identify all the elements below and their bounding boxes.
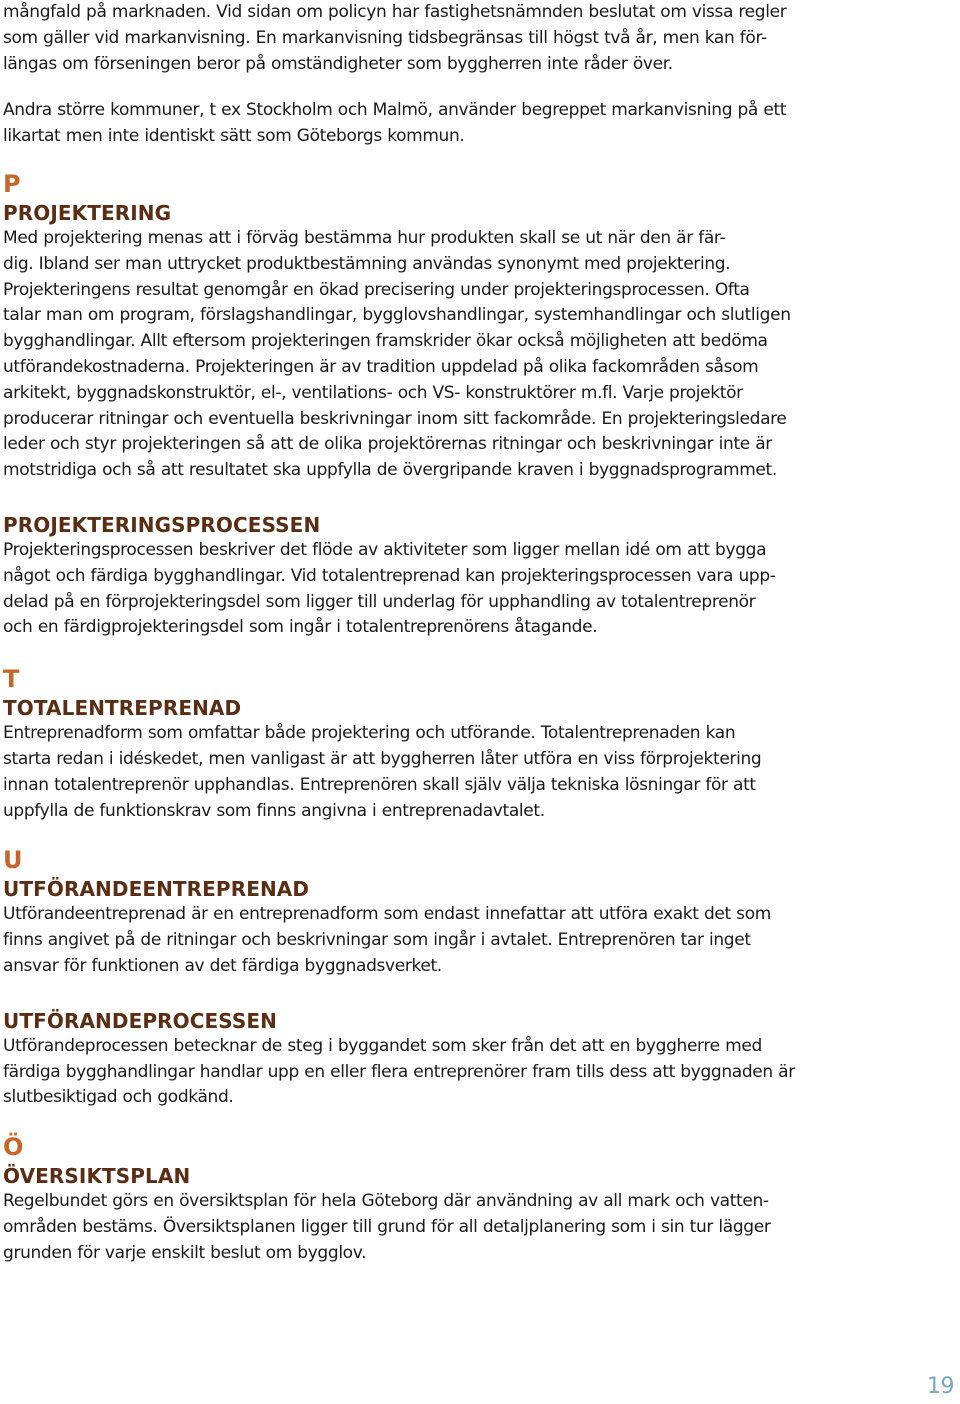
- section-letter-u: U: [3, 846, 23, 875]
- text-line: områden bestäms. Översiktsplanen ligger till grund för all detaljplanering som i sin tur lägger: [3, 1216, 771, 1237]
- text-line: leder och styr projekteringen så att de olika projektörernas ritningar och beskrivningar inte är: [3, 434, 772, 455]
- section-gap: [3, 824, 863, 846]
- text-line: motstridiga och så att resultatet ska uppfylla de övergripande kraven i byggnadsprogrammet.: [3, 460, 777, 481]
- text-line: Utförandeentreprenad är en entreprenadform som endast innefattar att utföra exakt det som: [3, 904, 771, 925]
- text-line: något och färdiga bygghandlingar. Vid totalentreprenad kan projekteringsprocessen vara upp-: [3, 565, 776, 586]
- heading-projektering: PROJEKTERING: [3, 200, 172, 225]
- intro-paragraph-2: [3, 98, 863, 150]
- section-letter-t: T: [3, 665, 20, 694]
- paragraph-gap: [3, 77, 863, 98]
- heading-utforandeentreprenad: UTFÖRANDEENTREPRENAD: [3, 877, 310, 902]
- page-number: 19: [927, 1374, 954, 1399]
- text-line: Med projektering menas att i förväg bestämma hur produkten skall se ut när den är fär-: [3, 227, 726, 248]
- text-line: längas om förseningen beror på omständigheter som byggherren inte råder över.: [3, 53, 673, 74]
- text-line: innan totalentreprenör upphandlas. Entreprenören skall själv välja tekniska lösningar för att: [3, 774, 756, 795]
- text-line: uppfylla de funktionskrav som finns angivna i entreprenadavtalet.: [3, 800, 545, 821]
- text-line: likartat men inte identiskt sätt som Göteborgs kommun.: [3, 126, 465, 147]
- text-line: slutbesiktigad och godkänd.: [3, 1087, 234, 1108]
- text-line: Utförandeprocessen betecknar de steg i byggandet som sker från det att en byggherre med: [3, 1035, 762, 1056]
- text-line: ansvar för funktionen av det färdiga byggnadsverket.: [3, 955, 442, 976]
- document-body: [3, 0, 863, 1267]
- heading-totalentreprenad: TOTALENTREPRENAD: [3, 696, 242, 721]
- section-gap: [3, 1111, 863, 1133]
- text-line: dig. Ibland ser man uttrycket produktbestämning användas synonymt med projektering.: [3, 253, 731, 274]
- intro-paragraph-1: [3, 0, 863, 77]
- paragraph-utforandeentreprenad: [3, 902, 863, 979]
- text-line: utförandekostnaderna. Projekteringen är av tradition uppdelad på olika fackområden såsom: [3, 356, 759, 377]
- text-line: starta redan i idéskedet, men vanligast är att byggherren låter utföra en viss förprojektering: [3, 748, 762, 769]
- text-line: producerar ritningar och eventuella beskrivningar inom sitt fackområde. En projekteringsledare: [3, 408, 787, 429]
- section-gap: [3, 641, 863, 665]
- paragraph-utforandeprocessen: [3, 1034, 863, 1111]
- text-line: Projekteringens resultat genomgår en ökad precisering under projekteringsprocessen. Ofta: [3, 279, 750, 300]
- text-line: delad på en förprojekteringsdel som ligger till underlag för upphandling av totalentreprenör: [3, 591, 756, 612]
- section-gap: [3, 980, 863, 1008]
- text-line: arkitekt, byggnadskonstruktör, el-, ventilations- och VS- konstruktörer m.fl. Varje projektör: [3, 382, 743, 403]
- text-line: grunden för varje enskilt beslut om bygglov.: [3, 1242, 367, 1263]
- text-line: färdiga bygghandlingar handlar upp en eller flera entreprenörer fram tills dess att byggnaden är: [3, 1061, 795, 1082]
- paragraph-totalentreprenad: [3, 721, 863, 824]
- heading-projekteringsprocessen: PROJEKTERINGSPROCESSEN: [3, 512, 321, 537]
- heading-oversiktsplan: ÖVERSIKTSPLAN: [3, 1164, 191, 1189]
- section-gap: [3, 150, 863, 170]
- paragraph-projektering: [3, 226, 863, 484]
- text-line: mångfald på marknaden. Vid sidan om policyn har fastighetsnämnden beslutat om vissa regler: [3, 2, 787, 22]
- text-line: Projekteringsprocessen beskriver det flöde av aktiviteter som ligger mellan idé om att bygga: [3, 539, 767, 560]
- text-line: Regelbundet görs en översiktsplan för hela Göteborg där användning av all mark och vatten-: [3, 1191, 769, 1212]
- text-line: bygghandlingar. Allt eftersom projekteringen framskrider ökar också möjligheten att bedöma: [3, 331, 768, 352]
- section-letter-p: P: [3, 169, 22, 198]
- paragraph-projekteringsprocessen: [3, 538, 863, 641]
- text-line: finns angivet på de ritningar och beskrivningar som ingår i avtalet. Entreprenören tar inget: [3, 930, 751, 951]
- text-line: talar man om program, förslagshandlingar, bygglovshandlingar, systemhandlingar och slutligen: [3, 305, 791, 326]
- text-line: Entreprenadform som omfattar både projektering och utförande. Totalentreprenaden kan: [3, 723, 736, 744]
- text-line: som gäller vid markanvisning. En markanvisning tidsbegränsas till högst två år, men kan för-: [3, 27, 767, 48]
- heading-utforandeprocessen: UTFÖRANDEPROCESSEN: [3, 1008, 277, 1033]
- text-line: och en färdigprojekteringsdel som ingår i totalentreprenörens åtagande.: [3, 617, 598, 638]
- paragraph-oversiktsplan: [3, 1189, 863, 1266]
- text-line: Andra större kommuner, t ex Stockholm och Malmö, använder begreppet markanvisning på ett: [3, 100, 787, 121]
- section-letter-o: Ö: [3, 1133, 24, 1162]
- section-gap: [3, 484, 863, 512]
